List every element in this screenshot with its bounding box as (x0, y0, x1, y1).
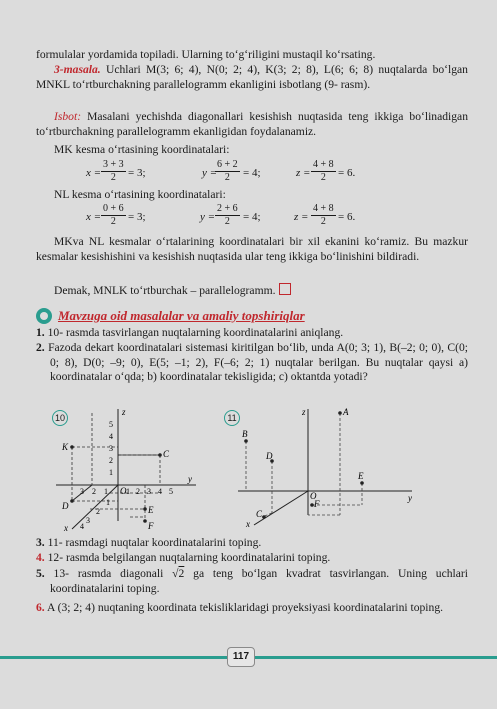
task3-label: 3-masala. (54, 63, 101, 76)
fig10-label-y: y (188, 474, 192, 484)
exercise-1-number: 1. (36, 326, 45, 339)
fig10-tick-y3: 3 (147, 487, 151, 496)
fig10-tick-y1: 1 (126, 487, 130, 496)
mk-heading: MK kesma o‘rtasining koordinatalari: (54, 143, 230, 156)
fig10-label-e: E (148, 505, 154, 515)
fig10-point-c (158, 453, 162, 457)
exercise-4-text: 12- rasmda belgilangan nuqtalarning koordinatalarini toping. (47, 551, 331, 564)
mk-y-lhs: y = (202, 167, 218, 179)
nl-x-num: 0 + 6 (103, 203, 124, 214)
fig10-label-x: x (64, 523, 68, 533)
fig11-label-e: E (358, 471, 364, 481)
exercise-2 (36, 341, 468, 385)
mk-z-frac (311, 159, 336, 184)
fig10-tick-z4: 4 (109, 432, 113, 441)
fig10-point-f (143, 519, 147, 523)
section-bullet-icon (36, 308, 52, 324)
nl-x-frac (101, 203, 126, 228)
section-header (36, 307, 305, 325)
nl-y-frac (215, 203, 240, 228)
fig10-tick-yn2: 2 (92, 487, 96, 496)
fig11-label-c: C (256, 509, 263, 519)
fig10-tick-z1: 1 (109, 468, 113, 477)
nl-x-rhs: = 3; (128, 211, 146, 223)
mk-x-rhs: = 3; (128, 167, 146, 179)
task3-text: Uchlari M(3; 6; 4), N(0; 2; 4), K(3; 2; 8), L(6; 6; 8) nuqtalarda bo‘lgan MNKL to‘rtburchakning parallelogramm ekanligini isbotlang (9- rasm). (36, 63, 468, 91)
exercise-5-text-b: ga teng bo‘lgan kvadrat tasvirlangan. Uning uchlari koordinatalarini toping. (50, 567, 468, 595)
intro-paragraph: formulalar yordamida topiladi. Ularning to‘g‘riligini mustaqil ko‘rsating. (36, 48, 376, 61)
fig11-point-c (262, 515, 266, 519)
exercise-6-number: 6. (36, 601, 45, 614)
mk-formula-row (0, 158, 497, 186)
fig11-label-f: F (314, 499, 320, 509)
section-title: Mavzuga oid masalalar va amaliy topshiriqlar (58, 308, 305, 323)
mk-y-rhs: = 4; (243, 167, 261, 179)
fig11-label-a: A (343, 407, 349, 417)
fig11-dashed-lines (246, 413, 362, 517)
figure-10-diagram (50, 405, 200, 533)
exercise-3 (36, 536, 468, 551)
sqrt-symbol-icon: √ (172, 567, 179, 580)
mk-y-den: 2 (224, 172, 230, 183)
fig11-label-y: y (408, 493, 412, 503)
exercise-4-number: 4. (36, 551, 45, 564)
mk-z-den: 2 (320, 172, 326, 183)
exercise-5-sqrt-value: 2 (178, 567, 185, 580)
conclusion-paragraph: MKva NL kesmalar o‘rtalarining koordinatalari bir xil ekanini ko‘ramiz. Bu mazkur kesmalar kesishishini va kesishish nuqtasida ular teng ikkiga bo‘linishini bildiradi. (36, 235, 468, 263)
nl-y-num: 2 + 6 (217, 203, 238, 214)
fig10-tick-x3: 3 (86, 516, 90, 525)
fig10-label-k: K (62, 442, 69, 452)
fig11-label-b: B (242, 429, 248, 439)
mk-y-num: 6 + 2 (217, 159, 238, 170)
mk-z-num: 4 + 8 (313, 159, 334, 170)
figure-11-badge: 11 (224, 410, 240, 426)
fig11-point-b (244, 439, 248, 443)
nl-x-lhs: x = (86, 211, 102, 223)
nl-z-frac (311, 203, 336, 228)
nl-heading: NL kesma o‘rtasining koordinatalari: (54, 188, 226, 201)
fig11-label-d: D (266, 451, 273, 461)
fig10-tick-x2: 2 (96, 507, 100, 516)
qed-square-icon (279, 283, 291, 295)
fig10-label-z: z (122, 407, 126, 417)
task3-paragraph (36, 63, 468, 92)
fig10-label-d: D (62, 501, 69, 511)
nl-z-den: 2 (320, 216, 326, 227)
proof-text: Masalani yechishda diagonallari kesishish nuqtasida teng ikkiga bo‘linadigan to‘rtburchakning parallelogramm ekanligidan foydalanamiz. (36, 110, 468, 138)
nl-y-rhs: = 4; (243, 211, 261, 223)
exercise-3-number: 3. (36, 536, 45, 549)
nl-x-den: 2 (110, 216, 116, 227)
exercise-5-number: 5. (36, 567, 45, 580)
fig10-tick-z3: 3 (109, 444, 113, 453)
fig11-label-z: z (302, 407, 306, 417)
fig11-x-axis (254, 491, 308, 525)
exercise-2-text: Fazoda dekart koordinatalari sistemasi kiritilgan bo‘lib, unda A(0; 3; 1), B(–2; 0; 0), C(0; 0; 8), D(0; –9; 0), E(5; –1; 2), F(–6; 2; 1) nuqtalar berilgan. Bu nuqtalar qaysi a) koordinatalar o‘qda; b) koordinatalar tekisligida; c) oktantda yotadi? (48, 341, 468, 384)
fig10-point-d (70, 499, 74, 503)
fig10-label-c: C (163, 449, 170, 459)
fig10-label-o: O (120, 486, 127, 496)
exercise-2-number: 2. (36, 341, 45, 354)
mk-x-den: 2 (110, 172, 116, 183)
nl-y-lhs: y = (200, 211, 216, 223)
exercise-6 (36, 601, 468, 616)
fig10-tick-yn1: 1 (104, 487, 108, 496)
fig10-dashed-lines (72, 413, 160, 521)
mk-x-lhs: x = (86, 167, 102, 179)
conclusion-final-text: Demak, MNLK to‘rtburchak – parallelogramm. (54, 284, 276, 297)
fig10-point-e (143, 507, 147, 511)
fig10-tick-yn3: 3 (80, 487, 84, 496)
fig11-label-x: x (246, 519, 250, 529)
nl-z-rhs: = 6. (338, 211, 356, 223)
mk-x-frac (101, 159, 126, 184)
mk-z-lhs: z = (296, 167, 311, 179)
mk-x-num: 3 + 3 (103, 159, 124, 170)
fig10-tick-x1: 1 (106, 498, 110, 507)
fig10-point-k (70, 445, 74, 449)
mk-z-rhs: = 6. (338, 167, 356, 179)
conclusion-final (36, 283, 468, 299)
page-number: 117 (227, 647, 255, 667)
fig10-tick-z2: 2 (109, 456, 113, 465)
fig10-label-f: F (148, 521, 154, 531)
fig10-tick-y5: 5 (169, 487, 173, 496)
nl-formula-row (0, 202, 497, 230)
exercise-1 (36, 326, 468, 341)
exercise-1-text: 10- rasmda tasvirlangan nuqtalarning koordinatalarini aniqlang. (47, 326, 344, 339)
proof-label: Isbot: (54, 110, 82, 123)
figure-11-diagram (232, 405, 422, 533)
fig10-tick-x4: 4 (80, 522, 84, 531)
exercise-4 (36, 551, 468, 566)
proof-paragraph (36, 110, 468, 139)
exercise-6-text: A (3; 2; 4) nuqtaning koordinata tekisliklaridagi proyeksiyasi koordinatalarini toping. (46, 601, 444, 614)
fig11-point-a (338, 411, 342, 415)
exercise-5-text-a: 13- rasmda diagonali (53, 567, 173, 580)
exercise-3-text: 11- rasmdagi nuqtalar koordinatalarini toping. (47, 536, 262, 549)
nl-y-den: 2 (224, 216, 230, 227)
nl-z-num: 4 + 8 (313, 203, 334, 214)
fig10-tick-y2: 2 (136, 487, 140, 496)
mk-y-frac (215, 159, 240, 184)
fig11-point-e (360, 481, 364, 485)
fig10-tick-z5: 5 (109, 420, 113, 429)
fig10-tick-y4: 4 (158, 487, 162, 496)
figure-10-badge: 10 (52, 410, 68, 426)
nl-z-lhs: z = (294, 211, 309, 223)
fig11-label-o: O (310, 491, 317, 501)
exercise-5 (36, 567, 468, 596)
